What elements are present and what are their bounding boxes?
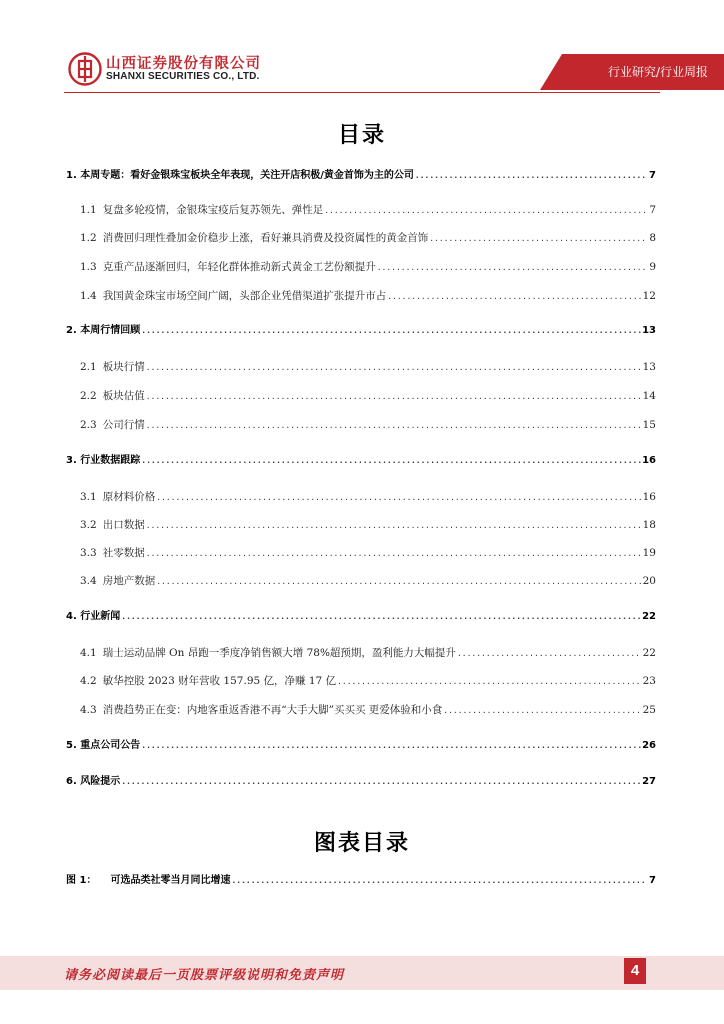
- toc-page-number: 25: [642, 704, 656, 716]
- toc-number: 1.2: [80, 232, 97, 244]
- toc-subsection[interactable]: [80, 574, 656, 589]
- toc-subsection[interactable]: [80, 674, 656, 689]
- toc-page-number: 16: [642, 491, 656, 503]
- toc-label: [80, 546, 145, 560]
- figure-leader-dots: [231, 874, 647, 888]
- toc-leader-dots: [443, 704, 641, 718]
- toc-text: 5. 重点公司公告: [66, 740, 141, 751]
- toc-text: 原材料价格: [102, 491, 156, 503]
- toc-subsection[interactable]: [80, 546, 656, 561]
- toc-page-number: 20: [642, 575, 656, 587]
- toc-text: 1. 本周专题：看好金银珠宝板块全年表现，关注开店积极/黄金首饰为主的公司: [66, 170, 414, 181]
- toc-subsection[interactable]: [80, 203, 656, 218]
- toc-subsection[interactable]: [80, 231, 656, 246]
- toc-leader-dots: [141, 324, 641, 338]
- header-divider: [64, 92, 660, 93]
- toc-label: [80, 418, 145, 432]
- toc-label: [66, 775, 120, 789]
- toc-leader-dots: [121, 775, 641, 789]
- toc-number: 1.1: [80, 204, 97, 216]
- toc-label: [80, 231, 428, 245]
- toc-label: [80, 490, 155, 504]
- toc-label: [66, 454, 140, 468]
- toc-text: 我国黄金珠宝市场空间广阔，头部企业凭借渠道扩张提升市占: [102, 290, 387, 302]
- toc-text: 3. 行业数据跟踪: [66, 455, 141, 466]
- toc-section[interactable]: [66, 454, 656, 468]
- toc-label: [80, 260, 376, 274]
- toc-subsection[interactable]: [80, 518, 656, 533]
- toc-number: 2.2: [80, 390, 97, 402]
- toc-label: [66, 169, 414, 183]
- figure-text: 可选品类社零当月同比增速: [110, 875, 231, 886]
- company-name-en: SHANXI SECURITIES CO., LTD.: [106, 71, 260, 82]
- toc-page-number: 12: [642, 290, 656, 302]
- toc-leader-dots: [429, 232, 647, 246]
- toc-number: 4.1: [80, 647, 97, 659]
- toc-page-number: 27: [642, 776, 656, 787]
- toc-leader-dots: [146, 390, 642, 404]
- toc-section[interactable]: [66, 775, 656, 789]
- company-name-cn: 山西证券股份有限公司: [106, 56, 261, 72]
- toc-leader-dots: [141, 739, 641, 753]
- toc-leader-dots: [146, 519, 642, 533]
- toc-text: 敏华控股 2023 财年营收 157.95 亿，净赚 17 亿: [102, 675, 337, 687]
- toc-number: 1.3: [80, 261, 97, 273]
- toc-label: [80, 289, 386, 303]
- toc-page-number: 23: [642, 675, 656, 687]
- toc-number: 3.3: [80, 547, 97, 559]
- figure-page-number: 7: [649, 875, 656, 886]
- toc-label: [80, 389, 145, 403]
- toc-page-number: 7: [649, 170, 656, 181]
- toc-subsection[interactable]: [80, 360, 656, 375]
- toc-leader-dots: [141, 454, 641, 468]
- toc-section[interactable]: [66, 169, 656, 183]
- company-logo-icon: [68, 52, 102, 86]
- toc-section[interactable]: [66, 739, 656, 753]
- toc-label: [80, 674, 336, 688]
- toc-text: 6. 风险提示: [66, 776, 121, 787]
- toc-text: 板块估值: [102, 390, 145, 402]
- toc-label: [80, 574, 155, 588]
- toc-text: 出口数据: [102, 519, 145, 531]
- toc-leader-dots: [415, 169, 647, 183]
- figure-number: 图 1：: [66, 875, 97, 886]
- toc-section[interactable]: [66, 324, 656, 338]
- toc-page-number: 7: [649, 204, 656, 216]
- toc-page-number: 13: [642, 361, 656, 373]
- toc-leader-dots: [156, 575, 641, 589]
- toc-title: 目录: [337, 123, 386, 148]
- toc-label: [66, 324, 140, 338]
- toc-leader-dots: [121, 610, 641, 624]
- toc-leader-dots: [146, 361, 642, 375]
- toc-text: 瑞士运动品牌 On 昂跑一季度净销售额大增 78%超预期，盈利能力大幅提升: [102, 647, 456, 659]
- toc-text: 板块行情: [102, 361, 145, 373]
- toc-label: [80, 703, 442, 717]
- toc-section[interactable]: [66, 610, 656, 624]
- toc-leader-dots: [387, 290, 641, 304]
- toc-leader-dots: [146, 547, 642, 561]
- toc-label: [80, 360, 145, 374]
- toc-text: 公司行情: [102, 419, 145, 431]
- toc-leader-dots: [324, 204, 647, 218]
- toc-text: 社零数据: [102, 547, 145, 559]
- page-header: [0, 0, 724, 100]
- toc-leader-dots: [156, 491, 641, 505]
- toc-text: 房地产数据: [102, 575, 156, 587]
- toc-number: 4.3: [80, 704, 97, 716]
- toc-page-number: 19: [642, 547, 656, 559]
- toc-page-number: 16: [642, 455, 656, 466]
- toc-leader-dots: [337, 675, 642, 689]
- toc-label: [80, 203, 323, 217]
- toc-number: 3.1: [80, 491, 97, 503]
- toc-label: [80, 646, 456, 660]
- toc-page-number: 8: [649, 232, 656, 244]
- toc-text: 克重产品逐渐回归，年轻化群体推动新式黄金工艺份额提升: [102, 261, 376, 273]
- toc-leader-dots: [457, 647, 642, 661]
- toc-page-number: 22: [642, 647, 656, 659]
- report-type: 行业研究/行业周报: [607, 65, 708, 79]
- toc-page-number: 22: [642, 611, 656, 622]
- toc-text: 2. 本周行情回顾: [66, 325, 141, 336]
- toc-number: 1.4: [80, 290, 97, 302]
- toc-number: 3.4: [80, 575, 97, 587]
- figures-title: 图表目录: [313, 831, 410, 856]
- toc-subsection[interactable]: [80, 418, 656, 433]
- toc-text: 4. 行业新闻: [66, 611, 121, 622]
- toc-label: [66, 610, 120, 624]
- toc-page-number: 13: [642, 325, 656, 336]
- toc-text: 消费趋势正在变：内地客重返香港不再“大手大脚”买买买 更爱体验和小食: [102, 704, 443, 716]
- toc-subsection[interactable]: [80, 289, 656, 304]
- toc-number: 4.2: [80, 675, 97, 687]
- toc-subsection[interactable]: [80, 260, 656, 275]
- toc-label: [66, 739, 140, 753]
- toc-number: 2.3: [80, 419, 97, 431]
- toc-leader-dots: [146, 419, 642, 433]
- page-number: 4: [624, 958, 646, 984]
- toc-page-number: 18: [642, 519, 656, 531]
- toc-page-number: 15: [642, 419, 656, 431]
- toc-label: [80, 518, 145, 532]
- toc-number: 3.2: [80, 519, 97, 531]
- toc-text: 复盘多轮疫情，金银珠宝疫后复苏领先、弹性足: [102, 204, 324, 216]
- toc-number: 2.1: [80, 361, 97, 373]
- toc-subsection[interactable]: [80, 490, 656, 505]
- toc-text: 消费回归理性叠加金价稳步上涨，看好兼具消费及投资属性的黄金首饰: [102, 232, 429, 244]
- figure-label: [66, 874, 230, 888]
- toc-subsection[interactable]: [80, 389, 656, 404]
- toc-page-number: 26: [642, 740, 656, 751]
- footer-disclaimer: 请务必阅读最后一页股票评级说明和免责声明: [64, 968, 345, 983]
- toc-page-number: 9: [649, 261, 656, 273]
- toc-subsection[interactable]: [80, 703, 656, 718]
- figure-entry[interactable]: [66, 874, 656, 888]
- toc-leader-dots: [377, 261, 647, 275]
- toc-subsection[interactable]: [80, 646, 656, 661]
- toc-page-number: 14: [642, 390, 656, 402]
